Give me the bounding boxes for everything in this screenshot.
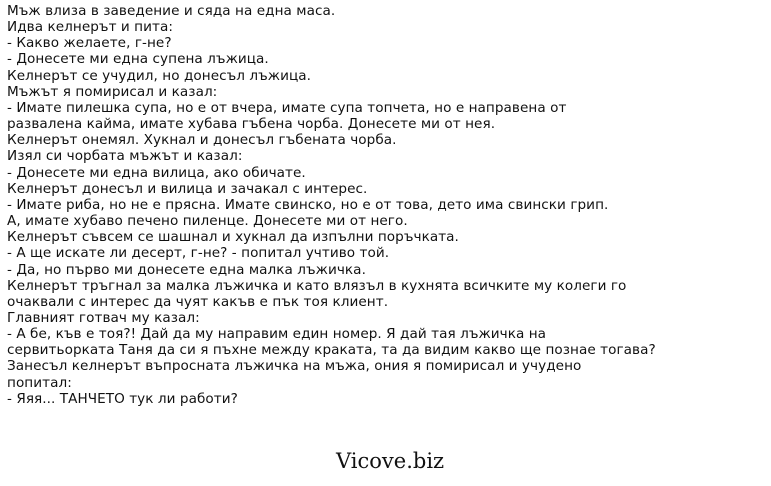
text-line: А, имате хубаво печено пиленце. Донесете ми от него. bbox=[7, 213, 408, 230]
site-watermark: Vicove.biz bbox=[336, 449, 445, 473]
text-line: - Да, но първо ми донесете една малка лъжичка. bbox=[7, 261, 366, 278]
text-line: - А бе, къв е тоя?! Дай да му направим един номер. Я дай тая лъжичка на bbox=[7, 326, 547, 343]
joke-text bbox=[7, 3, 767, 407]
text-line: попитал: bbox=[7, 374, 72, 391]
text-line: Келнерът донесъл и вилица и зачакал с интерес. bbox=[7, 180, 368, 197]
text-line: Келнерът тръгнал за малка лъжичка и като влязъл в кухнята всичките му колеги го bbox=[7, 277, 627, 294]
text-line: Келнерът се учудил, но донесъл лъжица. bbox=[7, 67, 312, 84]
text-line: Идва келнерът и пита: bbox=[7, 19, 173, 36]
text-line: - Имате пилешка супа, но е от вчера, имате супа топчета, но е направена от bbox=[7, 99, 567, 116]
text-line: Келнерът съвсем се шашнал и хукнал да изпълни поръчката. bbox=[7, 229, 459, 246]
text-line: развалена каймa, имате хубава гъбена чорба. Донесете ми от нея. bbox=[7, 116, 496, 133]
text-line: - Донесете ми една вилица, ако обичате. bbox=[7, 164, 306, 181]
text-line: - А ще искате ли десерт, г-не? - попитал учтиво той. bbox=[7, 245, 390, 262]
text-line: - Яяя... ТАНЧЕТО тук ли работи? bbox=[7, 390, 238, 407]
text-line: очаквали с интерес да чуят какъв е пък тоя клиент. bbox=[7, 293, 389, 310]
text-line: Занесъл келнерът въпросната лъжичка на мъжа, ония я помирисал и учудено bbox=[7, 358, 582, 375]
text-line: Мъжът я помирисал и казал: bbox=[7, 83, 218, 100]
text-line: - Какво желаете, г-не? bbox=[7, 35, 172, 52]
text-line: Главният готвач му казал: bbox=[7, 309, 200, 326]
text-line: Келнерът онемял. Хукнал и донесъл гъбената чорба. bbox=[7, 132, 397, 149]
text-line: - Имате риба, но не е прясна. Имате свинско, но е от това, дето има свински грип. bbox=[7, 196, 609, 213]
text-line: - Донесете ми една супена лъжица. bbox=[7, 51, 269, 68]
text-line: Мъж влиза в заведение и сяда на една маса. bbox=[7, 3, 336, 19]
text-line: сервитьорката Таня да си я пъхне между краката, та да видим какво ще познае тогава? bbox=[7, 342, 656, 359]
text-line: Изял си чорбата мъжът и казал: bbox=[7, 148, 243, 165]
